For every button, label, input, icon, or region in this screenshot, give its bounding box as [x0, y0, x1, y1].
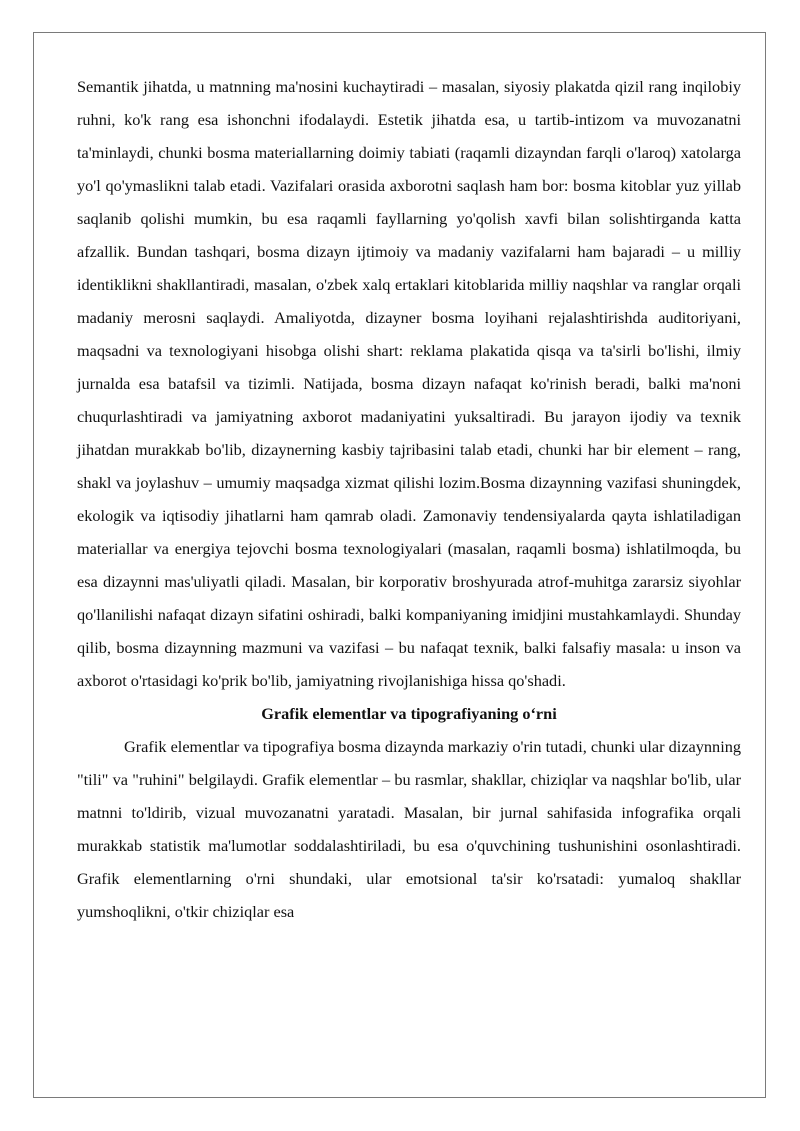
document-body — [77, 70, 741, 928]
section-heading: Grafik elementlar va tipografiyaning o‘rni — [261, 704, 557, 723]
body-paragraph: Grafik elementlar va tipografiya bosma dizaynda markaziy o'rin tutadi, chunki ular dizaynning "tili" va "ruhini" belgilaydi. Grafik elementlar – bu rasmlar, shakllar, chiziqlar va naqshlar bo'lib, ular matnni to'ldirib, vizual muvozanatni yaratadi. Masalan, bir jurnal sahifasida infografika orqali murakkab statistik ma'lumotlar soddalashtiriladi, bu esa o'quvchining tushunishini osonlashtiradi. Grafik elementlarning o'rni shundaki, ular emotsional ta'sir ko'rsatadi: yumaloq shakllar yumshoqlikni, o'tkir chiziqlar esa — [77, 737, 741, 921]
body-paragraph: Semantik jihatda, u matnning ma'nosini kuchaytiradi – masalan, siyosiy plakatda qizil rang inqilobiy ruhni, ko'k rang esa ishonchni ifodalaydi. Estetik jihatda esa, u tartib-intizom va muvozanatni ta'minlaydi, chunki bosma materiallarning doimiy tabiati (raqamli dizayndan farqli o'laroq) xatolarga yo'l qo'ymaslikni talab etadi. Vazifalari orasida axborotni saqlash ham bor: bosma kitoblar yuz yillab saqlanib qolishi mumkin, bu esa raqamli fayllarning yo'qolish xavfi bilan solishtirganda katta afzallik. Bundan tashqari, bosma dizayn ijtimoiy va madaniy vazifalarni ham bajaradi – u milliy identiklikni shakllantiradi, masalan, o'zbek xalq ertaklari kitoblarida milliy naqshlar va ranglar orqali madaniy merosni saqlaydi. Amaliyotda, dizayner bosma loyihani rejalashtirishda auditoriyani, maqsadni va texnologiyani hisobga olishi shart: reklama plakatida qisqa va ta'sirli bo'lishi, ilmiy jurnalda esa batafsil va tizimli. Natijada, bosma dizayn nafaqat ko'rinish beradi, balki ma'noni chuqurlashtiradi va jamiyatning axborot madaniyatini yuksaltiradi. Bu jarayon ijodiy va texnik jihatdan murakkab bo'lib, dizaynerning kasbiy tajribasini talab etadi, chunki har bir element – rang, shakl va joylashuv – umumiy maqsadga xizmat qilishi lozim.Bosma dizaynning vazifasi shuningdek, ekologik va iqtisodiy jihatlarni ham qamrab oladi. Zamonaviy tendensiyalarda qayta ishlatiladigan materiallar va energiya tejovchi bosma texnologiyalari (masalan, raqamli bosma) ishlatilmoqda, bu esa dizaynni mas'uliyatli qiladi. Masalan, bir korporativ broshyurada atrof-muhitga zararsiz siyohlar qo'llanilishi nafaqat dizayn sifatini oshiradi, balki kompaniyaning imidjini mustahkamlaydi. Shunday qilib, bosma dizaynning mazmuni va vazifasi – bu nafaqat texnik, balki falsafiy masala: u inson va axborot o'rtasidagi ko'prik bo'lib, jamiyatning rivojlanishiga hissa qo'shadi. — [77, 77, 741, 690]
